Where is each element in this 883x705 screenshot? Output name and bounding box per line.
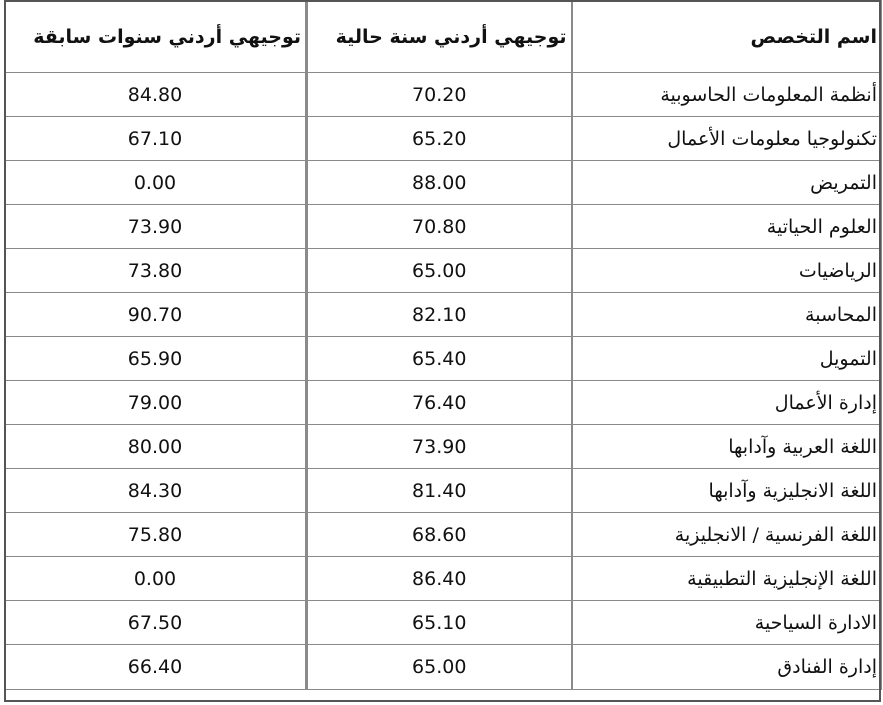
major-name-cell: الرياضيات: [572, 249, 882, 293]
table-row: [5, 425, 882, 469]
table-row: [5, 469, 882, 513]
table-row: [5, 73, 882, 117]
previous-years-cell: 67.10: [5, 117, 307, 161]
previous-years-cell: 84.80: [5, 73, 307, 117]
major-name-cell: اللغة الإنجليزية التطبيقية: [572, 557, 882, 601]
previous-years-cell: 75.80: [5, 513, 307, 557]
major-name-cell: اللغة الانجليزية وآدابها: [572, 469, 882, 513]
current-year-cell: 70.20: [307, 73, 572, 117]
previous-years-cell: 66.40: [5, 645, 307, 690]
current-year-cell: 65.00: [307, 249, 572, 293]
previous-years-cell: 0.00: [5, 161, 307, 205]
major-name-cell: العلوم الحياتية: [572, 205, 882, 249]
major-name-cell: اللغة الفرنسية / الانجليزية: [572, 513, 882, 557]
table-row: [5, 205, 882, 249]
table-row: [5, 161, 882, 205]
header-previous-years: توجيهي أردني سنوات سابقة: [5, 1, 307, 73]
current-year-cell: 65.20: [307, 117, 572, 161]
admission-averages-table-container: [4, 0, 881, 702]
major-name-cell: اللغة العربية وآدابها: [572, 425, 882, 469]
major-name-cell: أنظمة المعلومات الحاسوبية: [572, 73, 882, 117]
major-name-cell: التمريض: [572, 161, 882, 205]
major-name-cell: إدارة الفنادق: [572, 645, 882, 690]
table-row: [5, 381, 882, 425]
current-year-cell: 70.80: [307, 205, 572, 249]
current-year-cell: 81.40: [307, 469, 572, 513]
major-name-cell: الادارة السياحية: [572, 601, 882, 645]
current-year-cell: 65.40: [307, 337, 572, 381]
table-row: [5, 249, 882, 293]
current-year-cell: 88.00: [307, 161, 572, 205]
table-row: [5, 117, 882, 161]
table-row: [5, 513, 882, 557]
table-header-row: [5, 1, 882, 73]
previous-years-cell: 73.90: [5, 205, 307, 249]
table-row: [5, 645, 882, 690]
current-year-cell: 65.10: [307, 601, 572, 645]
current-year-cell: 65.00: [307, 645, 572, 690]
previous-years-cell: 90.70: [5, 293, 307, 337]
previous-years-cell: 65.90: [5, 337, 307, 381]
current-year-cell: 76.40: [307, 381, 572, 425]
header-current-year: توجيهي أردني سنة حالية: [307, 1, 572, 73]
previous-years-cell: 80.00: [5, 425, 307, 469]
previous-years-cell: 67.50: [5, 601, 307, 645]
table-row: [5, 293, 882, 337]
previous-years-cell: 73.80: [5, 249, 307, 293]
major-name-cell: تكنولوجيا معلومات الأعمال: [572, 117, 882, 161]
current-year-cell: 86.40: [307, 557, 572, 601]
major-name-cell: إدارة الأعمال: [572, 381, 882, 425]
current-year-cell: 68.60: [307, 513, 572, 557]
previous-years-cell: 84.30: [5, 469, 307, 513]
major-name-cell: المحاسبة: [572, 293, 882, 337]
table-row: [5, 557, 882, 601]
previous-years-cell: 79.00: [5, 381, 307, 425]
admission-averages-table: [4, 0, 882, 690]
previous-years-cell: 0.00: [5, 557, 307, 601]
table-row: [5, 337, 882, 381]
current-year-cell: 73.90: [307, 425, 572, 469]
major-name-cell: التمويل: [572, 337, 882, 381]
current-year-cell: 82.10: [307, 293, 572, 337]
table-row: [5, 601, 882, 645]
header-major-name: اسم التخصص: [572, 1, 882, 73]
